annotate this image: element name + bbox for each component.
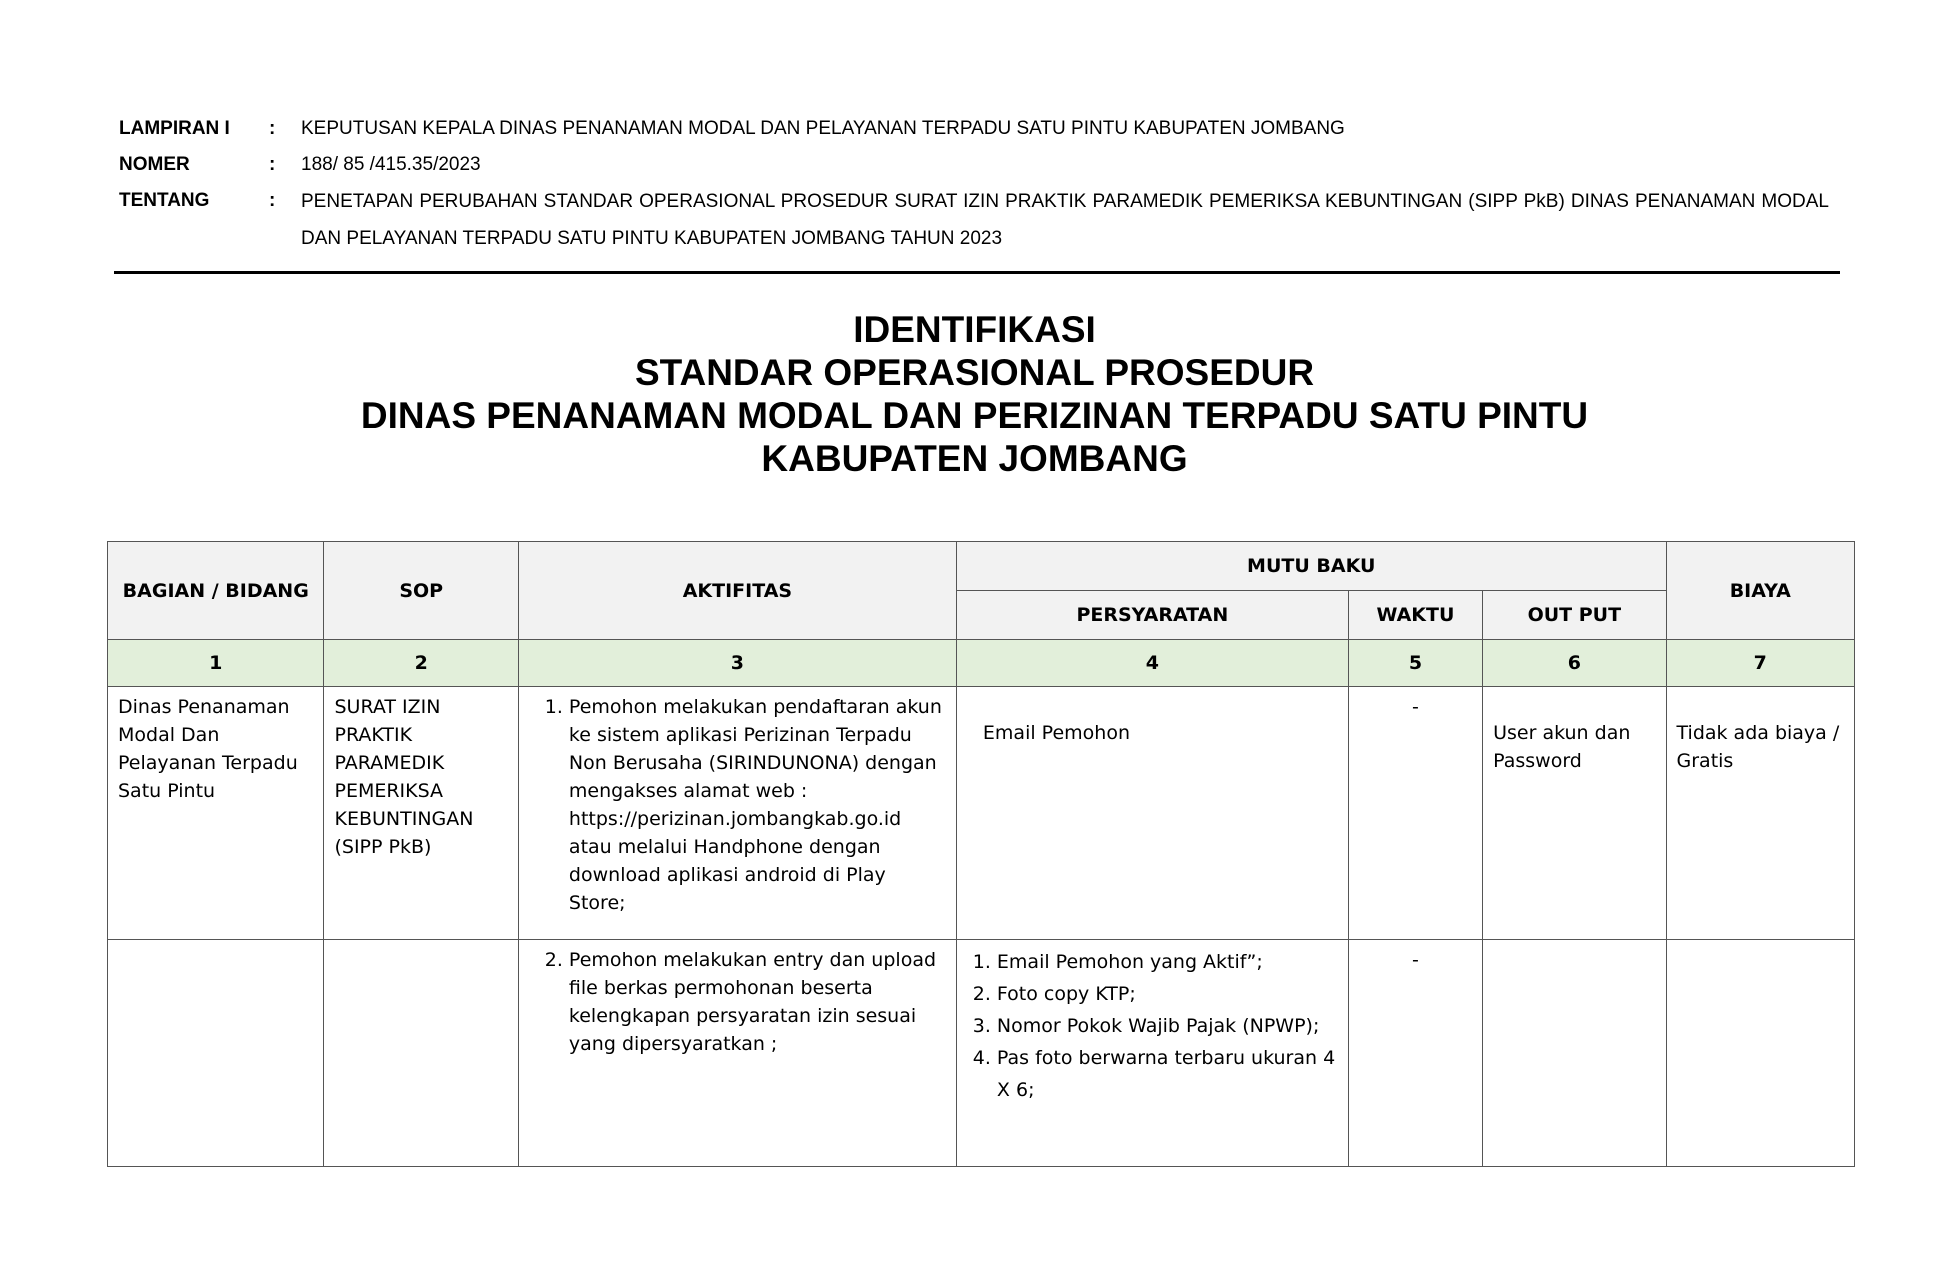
cell-waktu <box>1348 687 1482 940</box>
persyaratan-item: 4. Pas foto berwarna terbaru ukuran 4 X 6; <box>997 1042 1338 1106</box>
header-bagian: BAGIAN / BIDANG <box>108 542 324 640</box>
bagian-text: Dinas Penanaman Modal Dan Pelayanan Terpadu Satu Pintu <box>118 696 298 802</box>
column-number-6: 6 <box>1483 640 1666 687</box>
column-number-row <box>108 640 1855 687</box>
header-biaya: BIAYA <box>1666 542 1854 640</box>
waktu-text: - <box>1412 949 1419 971</box>
tentang-colon: : <box>269 190 276 211</box>
lampiran-row <box>119 117 1829 141</box>
aktifitas-list <box>529 693 946 917</box>
cell-biaya <box>1666 687 1854 940</box>
header-divider <box>114 271 1840 274</box>
cell-bagian <box>108 940 324 1167</box>
document-header <box>119 117 1829 269</box>
cell-aktifitas <box>518 940 956 1167</box>
header-sop: SOP <box>324 542 518 640</box>
nomer-row <box>119 153 1829 177</box>
table-row <box>108 940 1855 1167</box>
column-number-5: 5 <box>1348 640 1482 687</box>
lampiran-value: KEPUTUSAN KEPALA DINAS PENANAMAN MODAL DAN PELAYANAN TERPADU SATU PINTU KABUPATEN JOMBANG <box>301 118 1345 139</box>
lampiran-colon: : <box>269 118 276 139</box>
header-persyaratan: PERSYARATAN <box>956 591 1348 640</box>
persyaratan-item: 3. Nomor Pokok Wajib Pajak (NPWP); <box>997 1010 1338 1042</box>
cell-sop <box>324 940 518 1167</box>
lampiran-label: LAMPIRAN I <box>119 118 230 139</box>
output-text: User akun dan Password <box>1493 722 1631 772</box>
tentang-row <box>119 189 1829 257</box>
title-line-4: KABUPATEN JOMBANG <box>761 438 1188 479</box>
nomer-value: 188/ 85 /415.35/2023 <box>301 154 481 175</box>
column-number-7: 7 <box>1666 640 1854 687</box>
title-line-3: DINAS PENANAMAN MODAL DAN PERIZINAN TERPADU SATU PINTU <box>360 395 1589 436</box>
persyaratan-item: 1. Email Pemohon yang Aktif”; <box>997 946 1338 978</box>
sop-table <box>107 541 1855 1167</box>
cell-output <box>1483 687 1666 940</box>
biaya-text: Tidak ada biaya / Gratis <box>1676 722 1840 772</box>
cell-sop <box>324 687 518 940</box>
nomer-label: NOMER <box>119 154 190 175</box>
table-row <box>108 687 1855 940</box>
cell-persyaratan <box>956 687 1348 940</box>
aktifitas-step: 1. Pemohon melakukan pendaftaran akun ke sistem aplikasi Perizinan Terpadu Non Berusaha (SIRINDUNONA) dengan mengakses alamat web : https://perizinan.jombangkab.go.id atau melalui Handphone dengan download aplikasi android di Play Store; <box>569 693 946 917</box>
aktifitas-step: 2. Pemohon melakukan entry dan upload file berkas permohonan beserta kelengkapan persyaratan izin sesuai yang dipersyaratkan ; <box>569 946 946 1058</box>
tentang-value: PENETAPAN PERUBAHAN STANDAR OPERASIONAL PROSEDUR SURAT IZIN PRAKTIK PARAMEDIK PEMERIKSA KEBUNTINGAN (SIPP PkB) DINAS PENANAMAN MODAL DAN PELAYANAN TERPADU SATU PINTU KABUPATEN JOMBANG TAHUN 2023 <box>301 191 1829 249</box>
cell-aktifitas <box>518 687 956 940</box>
persyaratan-list <box>967 946 1338 1106</box>
header-mutu-baku: MUTU BAKU <box>956 542 1666 591</box>
persyaratan-item: 2. Foto copy KTP; <box>997 978 1338 1010</box>
header-waktu: WAKTU <box>1348 591 1482 640</box>
waktu-text: - <box>1412 696 1419 718</box>
column-number-3: 3 <box>518 640 956 687</box>
column-number-2: 2 <box>324 640 518 687</box>
cell-bagian <box>108 687 324 940</box>
cell-persyaratan <box>956 940 1348 1167</box>
header-output: OUT PUT <box>1483 591 1666 640</box>
title-line-2: STANDAR OPERASIONAL PROSEDUR <box>634 352 1315 393</box>
table-header-row-1 <box>108 542 1855 591</box>
column-number-1: 1 <box>108 640 324 687</box>
tentang-label: TENTANG <box>119 190 210 211</box>
document-title <box>0 308 1949 480</box>
aktifitas-list <box>529 946 946 1058</box>
title-line-1: IDENTIFIKASI <box>853 309 1096 350</box>
persyaratan-text: Email Pemohon <box>982 722 1130 744</box>
column-number-4: 4 <box>956 640 1348 687</box>
nomer-colon: : <box>269 154 276 175</box>
cell-output <box>1483 940 1666 1167</box>
cell-biaya <box>1666 940 1854 1167</box>
sop-text: SURAT IZIN PRAKTIK PARAMEDIK PEMERIKSA KEBUNTINGAN (SIPP PkB) <box>334 696 474 858</box>
header-aktifitas: AKTIFITAS <box>518 542 956 640</box>
cell-waktu <box>1348 940 1482 1167</box>
